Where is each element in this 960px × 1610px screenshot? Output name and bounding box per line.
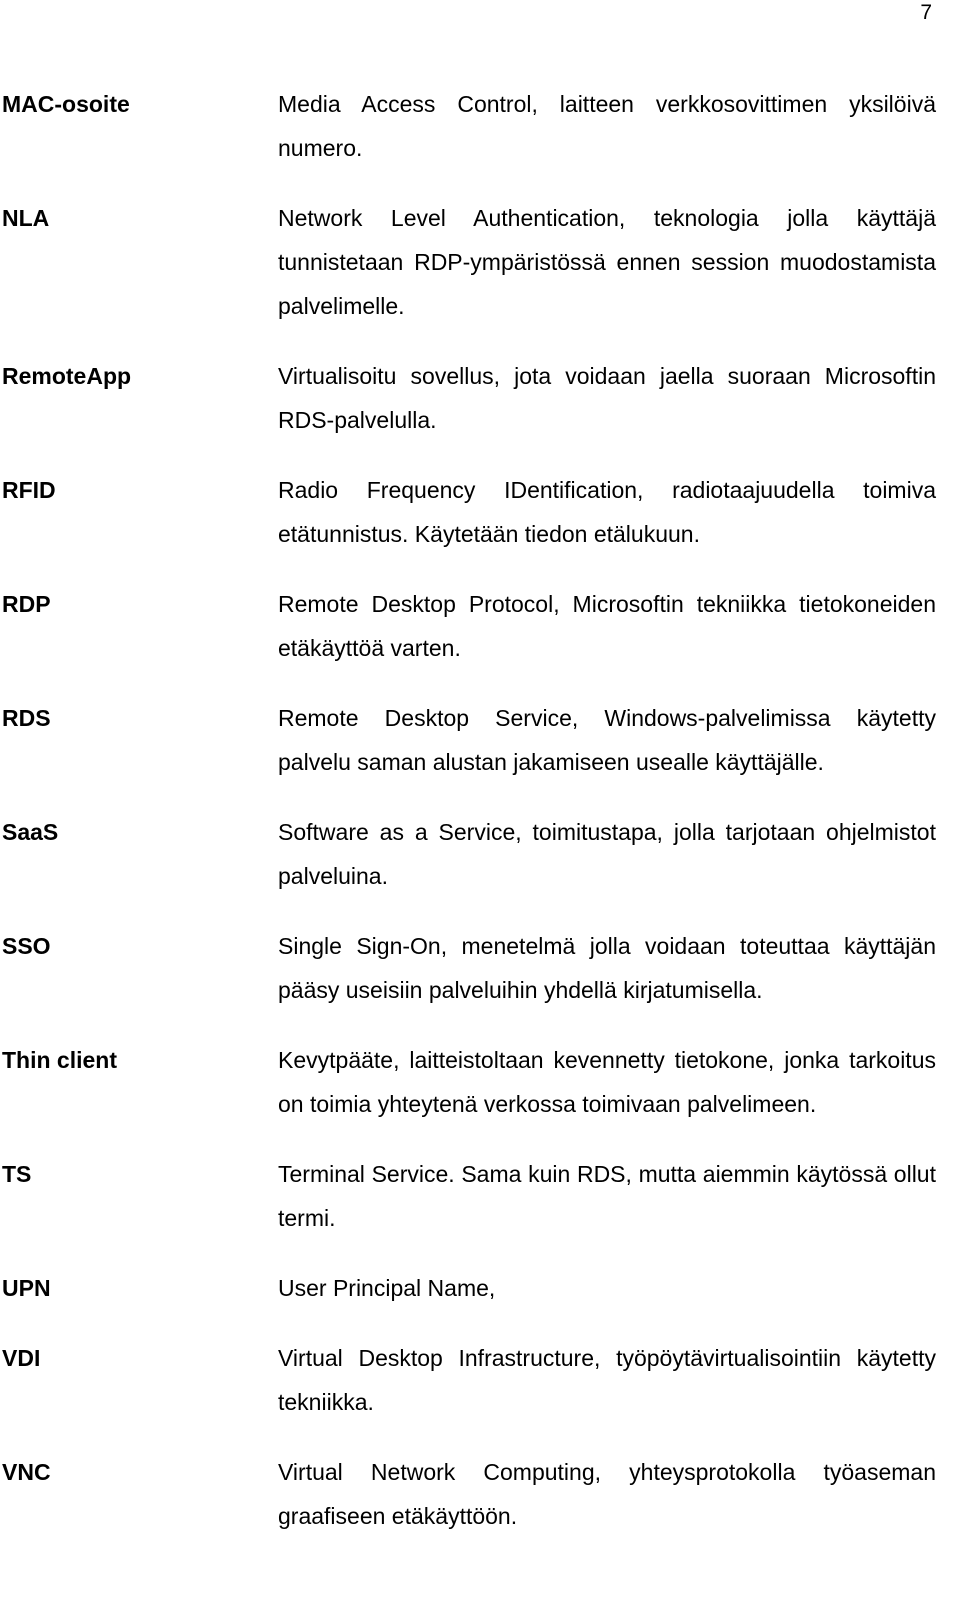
- glossary-term: RDP: [2, 591, 51, 617]
- glossary-entry: [2, 1450, 936, 1538]
- glossary-definition: Terminal Service. Sama kuin RDS, mutta aiemmin käytössä ollut termi.: [278, 1161, 936, 1231]
- glossary-list: [2, 82, 936, 1564]
- glossary-term: RFID: [2, 477, 56, 503]
- glossary-definition: Media Access Control, laitteen verkkosovittimen yksilöivä numero.: [278, 91, 936, 161]
- glossary-term: NLA: [2, 205, 50, 231]
- page-number: 7: [920, 1, 932, 24]
- glossary-definition: Network Level Authentication, teknologia jolla käyttäjä tunnistetaan RDP-ympäristössä ennen session muodostamista palvelimelle.: [278, 205, 936, 319]
- glossary-term: RemoteApp: [2, 363, 132, 389]
- glossary-term: RDS: [2, 705, 51, 731]
- glossary-definition: Kevytpääte, laitteistoltaan kevennetty tietokone, jonka tarkoitus on toimia yhteytenä verkossa toimivaan palvelimeen.: [278, 1047, 936, 1117]
- glossary-definition: Radio Frequency IDentification, radiotaajuudella toimiva etätunnistus. Käytetään tiedon etälukuun.: [278, 477, 936, 547]
- glossary-term: SSO: [2, 933, 51, 959]
- glossary-term: MAC-osoite: [2, 91, 130, 117]
- glossary-entry: [2, 196, 936, 328]
- glossary-entry: [2, 582, 936, 670]
- glossary-term: SaaS: [2, 819, 59, 845]
- glossary-entry: [2, 354, 936, 442]
- glossary-definition: Virtual Desktop Infrastructure, työpöytävirtualisointiin käytetty tekniikka.: [278, 1345, 936, 1415]
- glossary-entry: [2, 1038, 936, 1126]
- glossary-entry: [2, 468, 936, 556]
- glossary-term: UPN: [2, 1275, 51, 1301]
- glossary-term: VNC: [2, 1459, 51, 1485]
- glossary-definition: Single Sign-On, menetelmä jolla voidaan toteuttaa käyttäjän pääsy useisiin palveluihin yhdellä kirjatumisella.: [278, 933, 936, 1003]
- glossary-definition: Software as a Service, toimitustapa, jolla tarjotaan ohjelmistot palveluina.: [278, 819, 936, 889]
- glossary-definition: User Principal Name,: [278, 1275, 496, 1301]
- glossary-entry: [2, 810, 936, 898]
- glossary-term: TS: [2, 1161, 32, 1187]
- glossary-entry: [2, 696, 936, 784]
- glossary-entry: [2, 82, 936, 170]
- glossary-entry: [2, 924, 936, 1012]
- glossary-definition: Virtualisoitu sovellus, jota voidaan jaella suoraan Microsoftin RDS-palvelulla.: [278, 363, 936, 433]
- glossary-entry: [2, 1266, 936, 1310]
- glossary-term: Thin client: [2, 1047, 117, 1073]
- glossary-term: VDI: [2, 1345, 41, 1371]
- glossary-definition: Remote Desktop Protocol, Microsoftin tekniikka tietokoneiden etäkäyttöä varten.: [278, 591, 936, 661]
- glossary-definition: Remote Desktop Service, Windows-palvelimissa käytetty palvelu saman alustan jakamiseen usealle käyttäjälle.: [278, 705, 936, 775]
- glossary-entry: [2, 1336, 936, 1424]
- glossary-entry: [2, 1152, 936, 1240]
- glossary-definition: Virtual Network Computing, yhteysprotokolla työaseman graafiseen etäkäyttöön.: [278, 1459, 936, 1529]
